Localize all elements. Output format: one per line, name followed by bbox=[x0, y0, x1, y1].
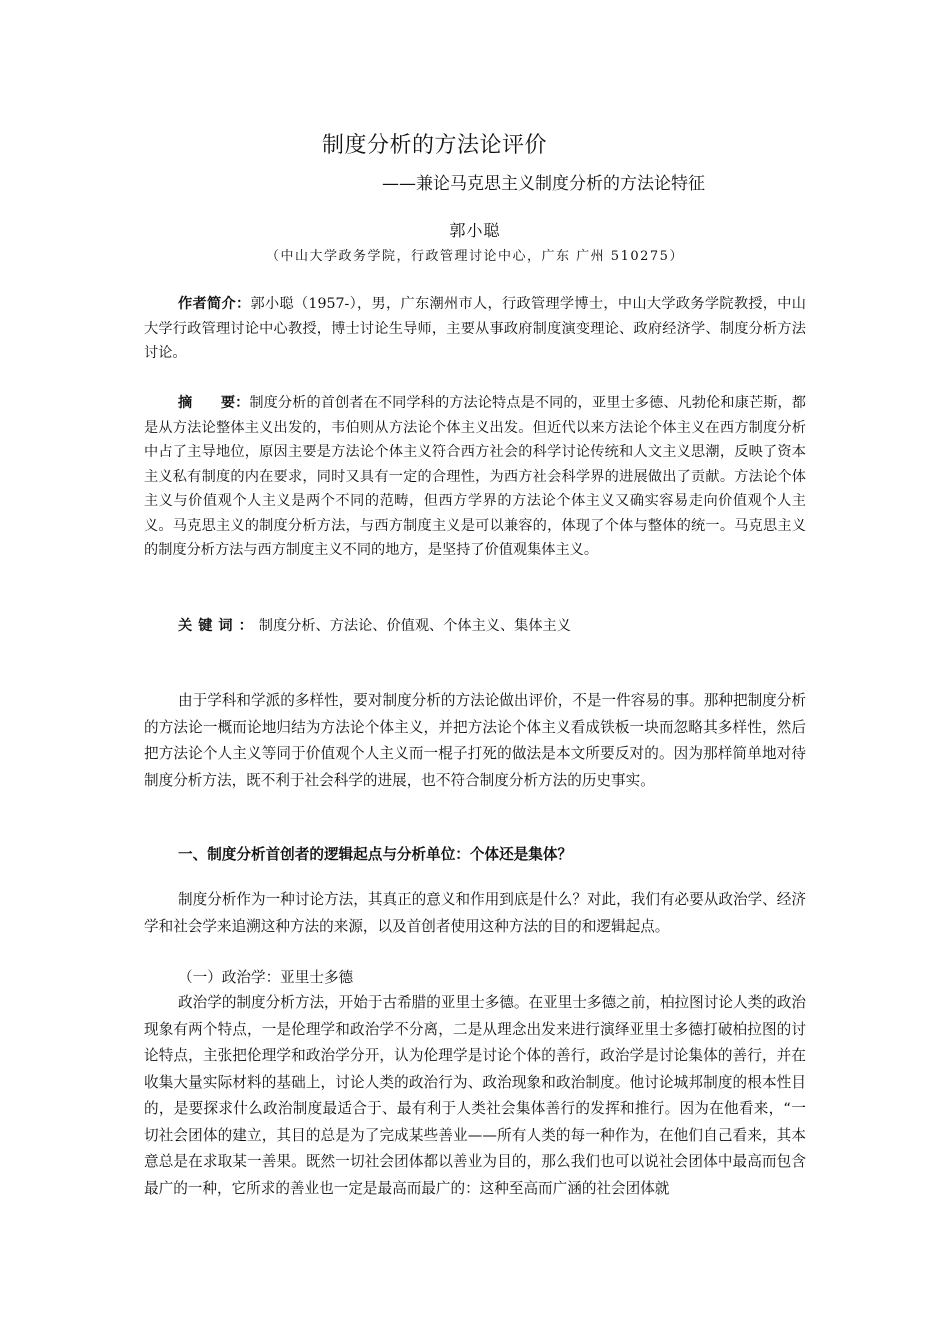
author-affiliation: （中山大学政务学院，行政管理讨论中心，广东 广州 510275） bbox=[266, 249, 684, 264]
abstract-label: 摘 要： bbox=[178, 395, 250, 411]
bio-label: 作者简介： bbox=[178, 296, 251, 312]
subsection-heading: （一）政治学：亚里士多德 bbox=[178, 969, 354, 986]
abstract-text: 制度分析的首创者在不同学科的方法论特点是不同的，亚里士多德、凡勃伦和康芒斯，都是从方法论整体主义出发的，韦伯则从方法论个体主义出发。但近代以来方法论个体主义在西方制度分析中占了主导地位，原因主要是方法论个体主义符合西方社会的科学讨论传统和人文主义思潮，反映了资本主义私有制度的内在要求，同时又具有一定的合理性，为西方社会科学界的进展做出了贡献。方法论个体主义与价值观个人主义是两个不同的范畴，但西方学界的方法论个体主义又确实容易走向价值观个人主义。马克思主义的制度分析方法，与西方制度主义是可以兼容的，体现了个体与整体的统一。马克思主义的制度分析方法与西方制度主义不同的地方，是坚持了价值观集体主义。 bbox=[144, 395, 806, 558]
keywords bbox=[144, 614, 806, 639]
subsection-paragraph: 政治学的制度分析方法，开始于古希腊的亚里士多德。在亚里士多德之前，柏拉图讨论人类的政治现象有两个特点，一是伦理学和政治学不分离，二是从理念出发来进行演绎亚里士多德打破柏拉图的讨论特点，主张把伦理学和政治学分开，认为伦理学是讨论个体的善行，政治学是讨论集体的善行，并在收集大量实际材料的基础上，讨论人类的政治行为、政治现象和政治制度。他讨论城邦制度的根本性目的，是要探求什么政治制度最适合于、最有利于人类社会集体善行的发挥和推行。因为在他看来，“一切社会团体的建立，其目的总是为了完成某些善业——所有人类的每一种作为，在他们自己看来，其本意总是在求取某一善果。既然一切社会团体都以善业为目的，那么我们也可以说社会团体中最高而包含最广的一种，它所求的善业也一定是最高而最广的：这种至高而广涵的社会团体就 bbox=[144, 994, 806, 1197]
section-paragraph: 制度分析作为一种讨论方法，其真正的意义和作用到底是什么？对此，我们有必要从政治学、经济学和社会学来追溯这种方法的来源，以及首创者使用这种方法的目的和逻辑起点。 bbox=[144, 891, 806, 935]
bio-text: 郭小聪（1957-），男，广东潮州市人，行政管理学博士，中山大学政务学院教授，中山大学行政管理讨论中心教授，博士讨论生导师，主要从事政府制度演变理论、政府经济学、制度分析方法讨论。 bbox=[144, 296, 806, 361]
keywords-label: 关键词： bbox=[178, 618, 259, 634]
keywords-text: 制度分析、方法论、价值观、个体主义、集体主义 bbox=[258, 618, 571, 634]
author-name: 郭小聪 bbox=[449, 221, 501, 240]
paper-subtitle: ——兼论马克思主义制度分析的方法论特征 bbox=[382, 174, 705, 194]
intro-paragraph: 由于学科和学派的多样性，要对制度分析的方法论做出评价，不是一件容易的事。那种把制度分析的方法论一概而论地归结为方法论个体主义，并把方法论个体主义看成铁板一块而忽略其多样性，然后把方法论个人主义等同于价值观个人主义而一棍子打死的做法是本文所要反对的。因为那样简单地对待制度分析方法，既不利于社会科学的进展，也不符合制度分析方法的历史事实。 bbox=[144, 692, 806, 789]
author-bio bbox=[144, 292, 806, 366]
abstract bbox=[144, 391, 806, 563]
section-heading: 一、制度分析首创者的逻辑起点与分析单位：个体还是集体？ bbox=[178, 846, 573, 863]
paper-title: 制度分析的方法论评价 bbox=[322, 133, 548, 158]
